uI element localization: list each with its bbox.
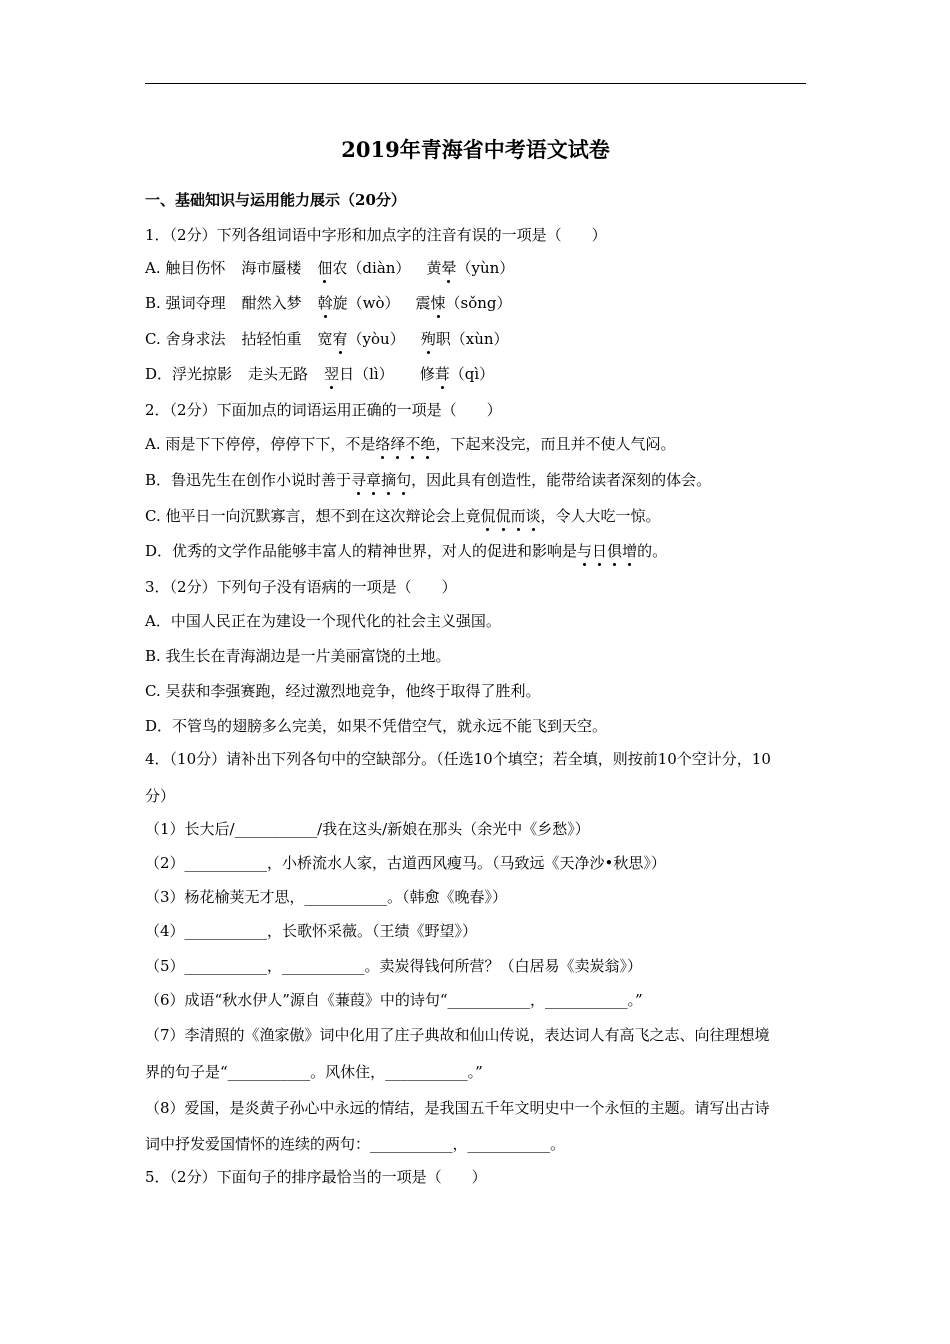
q4-stem-line2: 分） <box>145 787 176 805</box>
dotted-char: 悚 <box>430 294 446 312</box>
sentence-text: B．鲁迅先生在创作小说时善于 <box>145 471 352 489</box>
q4-stem-line1: 4．（10分）请补出下列各句中的空缺部分。（任选10个填空；若全填，则按前10个空计分，10 <box>145 750 771 768</box>
sentence-text: D．优秀的文学作品能够丰富人的精神世界，对人的促进和影响是 <box>145 542 578 560</box>
dotted-char: 而 <box>510 507 526 525</box>
q2-stem: 2．（2分）下面加点的词语运用正确的一项是（ ） <box>145 401 502 419</box>
q4-item-3: （3）杨花榆荚无才思，___________。（韩愈《晚春》） <box>145 888 508 906</box>
dotted-char: 斡 <box>317 294 333 312</box>
q2-option-b <box>145 470 809 490</box>
option-label: A. <box>145 259 166 277</box>
q3-option-b: B. 我生长在青海湖边是一片美丽富饶的土地。 <box>145 647 451 665</box>
q1-option-c <box>145 329 809 349</box>
word: 酣然入梦 <box>241 294 302 312</box>
q4-item-8-line2: 词中抒发爱国情怀的连续的两句：___________，___________。 <box>145 1135 566 1153</box>
dotted-char: 摘 <box>381 471 397 489</box>
option-label: D． <box>145 365 173 383</box>
q4-item-5: （5）___________，___________。卖炭得钱何所营？（白居易《卖炭翁》） <box>145 957 643 975</box>
word: 触目伤怀 <box>165 259 226 277</box>
sentence-text: C. 他平日一向沉默寡言，想不到在这次辩论会上竟 <box>145 507 481 525</box>
word: 旋（wò） <box>332 294 400 312</box>
q1-option-a <box>145 258 809 278</box>
dotted-char: 句 <box>396 471 412 489</box>
header-rule <box>145 83 806 84</box>
q3-option-d: D．不管鸟的翅膀多么完美，如果不凭借空气，就永远不能飞到天空。 <box>145 717 608 735</box>
q1-option-d <box>145 364 809 384</box>
dotted-char: 侃 <box>495 507 511 525</box>
word: 日（lì） <box>339 365 394 383</box>
word: 海市蜃楼 <box>241 259 302 277</box>
dotted-char: 葺 <box>434 365 450 383</box>
q2-option-a <box>145 434 809 454</box>
q4-item-7-line2: 界的句子是“___________。风休住，___________。” <box>145 1063 483 1081</box>
q4-item-7-line1: （7）李清照的《渔家傲》词中化用了庄子典故和仙山传说，表达词人有高飞之志、向往理想境 <box>145 1026 770 1044</box>
dotted-char: 绝 <box>420 435 436 453</box>
q5-stem: 5．（2分）下面句子的排序最恰当的一项是（ ） <box>145 1168 487 1186</box>
word: 职（xùn） <box>435 330 509 348</box>
option-label: C. <box>145 330 166 348</box>
page-title: 2019年青海省中考语文试卷 <box>341 137 610 162</box>
word: 黄 <box>426 259 442 277</box>
word: 浮光掠影 <box>172 365 233 383</box>
dotted-char: 寻 <box>351 471 367 489</box>
q1-option-b <box>145 293 809 313</box>
word: 农（diàn） <box>332 259 411 277</box>
word: 走头无路 <box>248 365 309 383</box>
pinyin: （yòu） <box>347 330 405 348</box>
pinyin: （sǒng） <box>445 294 512 312</box>
sentence-text: ，因此具有创造性，能带给读者深刻的体会。 <box>411 471 712 489</box>
dotted-char: 佃 <box>317 259 333 277</box>
q4-item-2: （2）___________，小桥流水人家，古道西风瘦马。（马致远《天净沙•秋思》） <box>145 854 666 872</box>
dotted-char: 晕 <box>441 259 457 277</box>
section-heading: 一、基础知识与运用能力展示（20分） <box>145 191 406 209</box>
dotted-char: 增 <box>622 542 638 560</box>
q3-stem: 3．（2分）下列句子没有语病的一项是（ ） <box>145 578 457 596</box>
sentence-text: 的。 <box>637 542 668 560</box>
q2-option-d <box>145 541 809 561</box>
dotted-char: 日 <box>592 542 608 560</box>
q3-option-a: A．中国人民正在为建设一个现代化的社会主义强国。 <box>145 612 501 630</box>
dotted-char: 与 <box>577 542 593 560</box>
pinyin: （yùn） <box>456 259 515 277</box>
dotted-char: 章 <box>366 471 382 489</box>
dotted-char: 谈 <box>525 507 541 525</box>
q3-option-c: C. 吴获和李强赛跑，经过激烈地竞争，他终于取得了胜利。 <box>145 682 541 700</box>
sentence-text: A. 雨是下下停停，停停下下，不是 <box>145 435 376 453</box>
dotted-char: 殉 <box>420 330 436 348</box>
option-label: B. <box>145 294 166 312</box>
sentence-text: ，下起来没完，而且并不使人气闷。 <box>435 435 676 453</box>
sentence-text: ，令人大吃一惊。 <box>540 507 661 525</box>
q2-option-c <box>145 506 809 526</box>
q4-item-4: （4）___________，长歌怀采薇。（王绩《野望》） <box>145 922 478 940</box>
dotted-char: 翌 <box>324 365 340 383</box>
dotted-char: 绎 <box>390 435 406 453</box>
word: 拈轻怕重 <box>241 330 302 348</box>
pinyin: （qì） <box>449 365 495 383</box>
q1-stem: 1．（2分）下列各组词语中字形和加点字的注音有误的一项是（ ） <box>145 226 607 244</box>
word: 舍身求法 <box>165 330 226 348</box>
q4-item-6: （6）成语“秋水伊人”源自《蒹葭》中的诗句“___________，___________。” <box>145 991 643 1009</box>
dotted-char: 俱 <box>607 542 623 560</box>
dotted-char: 络 <box>375 435 391 453</box>
word: 修 <box>419 365 435 383</box>
dotted-char: 宥 <box>332 330 348 348</box>
dotted-char: 侃 <box>480 507 496 525</box>
word: 震 <box>415 294 431 312</box>
word: 宽 <box>317 330 333 348</box>
word: 强词夺理 <box>165 294 226 312</box>
dotted-char: 不 <box>405 435 421 453</box>
q4-item-1: （1）长大后/___________/我在这头/新娘在那头（余光中《乡愁》） <box>145 820 590 838</box>
q4-item-8-line1: （8）爱国，是炎黄子孙心中永远的情结，是我国五千年文明史中一个永恒的主题。请写出古诗 <box>145 1099 770 1117</box>
